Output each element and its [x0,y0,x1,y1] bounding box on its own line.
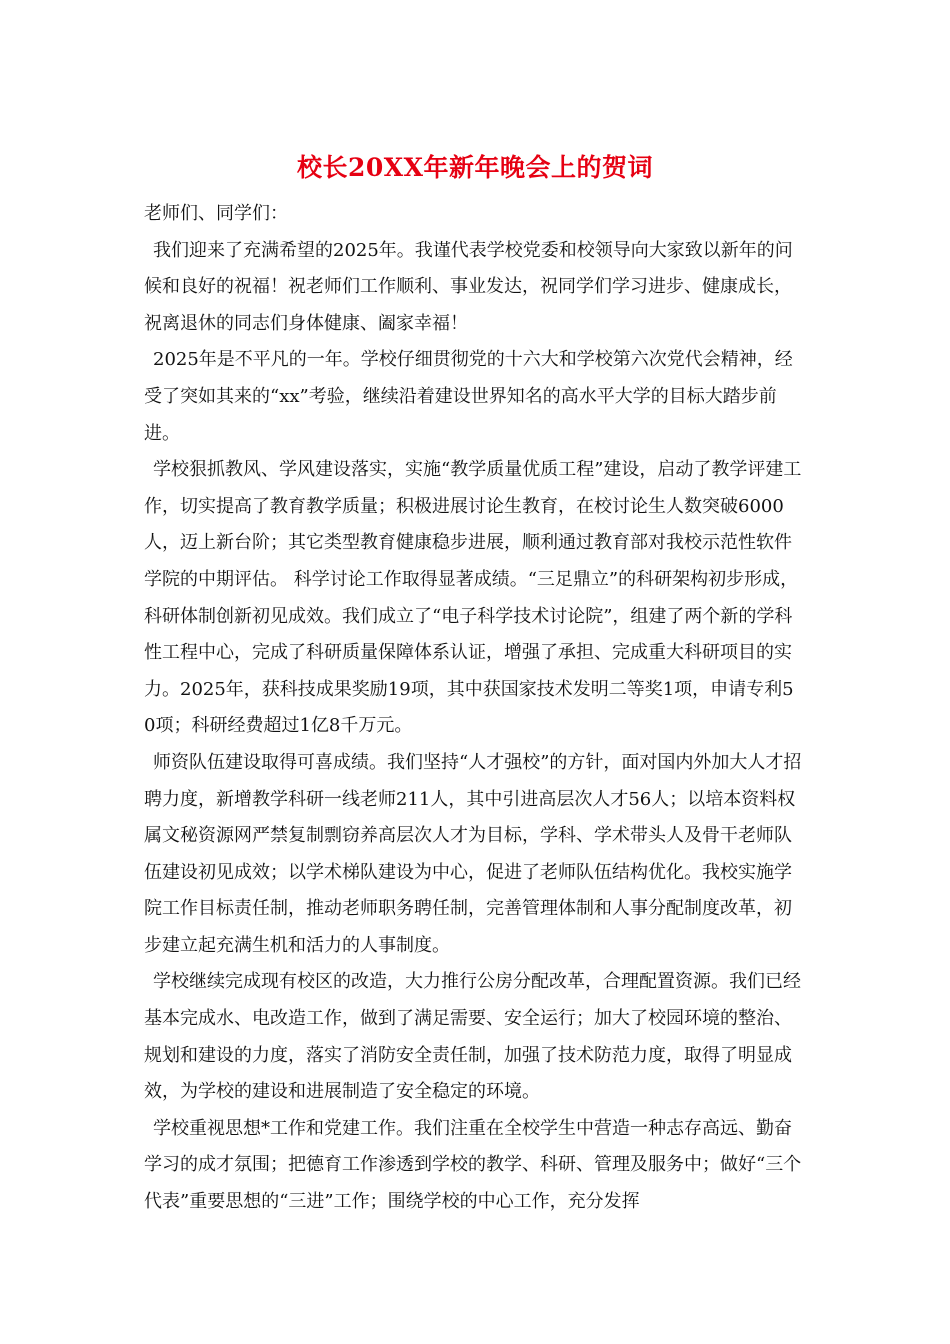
paragraph-faculty: 师资队伍建设取得可喜成绩。我们坚持“人才强校”的方针，面对国内外加大人才招聘力度，新增教学科研一线老师211人，其中引进高层次人才56人；以培本资料权属文秘资源网严禁复制剽窃养高层次人才为目标，学科、学术带头人及骨干老师队伍建设初见成效；以学术梯队建设为中心，促进了老师队伍结构优化。我校实施学院工作目标责任制，推动老师职务聘任制，完善管理体制和人事分配制度改革，初步建立起充满生机和活力的人事制度。 [144,751,802,956]
paragraph-campus: 学校继续完成现有校区的改造，大力推行公房分配改革，合理配置资源。我们已经基本完成水、电改造工作，做到了满足需要、安全运行；加大了校园环境的整治、规划和建设的力度，落实了消防安全责任制，加强了技术防范力度，取得了明显成效，为学校的建设和进展制造了安全稳定的环境。 [144,971,801,1103]
paragraph-new-year-greeting: 我们迎来了充满希望的2025年。我谨代表学校党委和校领导向大家致以新年的问候和良好的祝福！祝老师们工作顺利、事业发达，祝同学们学习进步、健康成长，祝离退休的同志们身体健康、阖家幸福！ [144,239,793,334]
salutation: 老师们、同学们： [144,203,288,224]
paragraph-year-review: 2025年是不平凡的一年。学校仔细贯彻党的十六大和学校第六次党代会精神，经受了突如其来的“xx”考验，继续沿着建设世界知名的高水平大学的目标大踏步前进。 [144,349,793,444]
document-body [144,196,804,1221]
paragraph-teaching-research: 学校狠抓教风、学风建设落实，实施“教学质量优质工程”建设，启动了教学评建工作，切实提高了教育教学质量；积极进展讨论生教育，在校讨论生人数突破6000人，迈上新台阶；其它类型教育健康稳步进展，顺利通过教育部对我校示范性软件学院的中期评估。 科学讨论工作取得显著成绩。“三足鼎立”的科研架构初步形成，科研体制创新初见成效。我们成立了“电子科学技术讨论院”，组建了两个新的学科性工程中心，完成了科研质量保障体系认证，增强了承担、完成重大科研项目的实力。2025年，获科技成果奖励19项，其中获国家技术发明二等奖1项，申请专利50项；科研经费超过1亿8千万元。 [144,459,802,737]
document-title: 校长20XX年新年晚会上的贺词 [296,153,654,182]
paragraph-ideology: 学校重视思想*工作和党建工作。我们注重在全校学生中营造一种志存高远、勤奋学习的成才氛围；把德育工作渗透到学校的教学、科研、管理及服务中；做好“三个代表”重要思想的“三进”工作；围绕学校的中心工作，充分发挥 [144,1117,802,1213]
